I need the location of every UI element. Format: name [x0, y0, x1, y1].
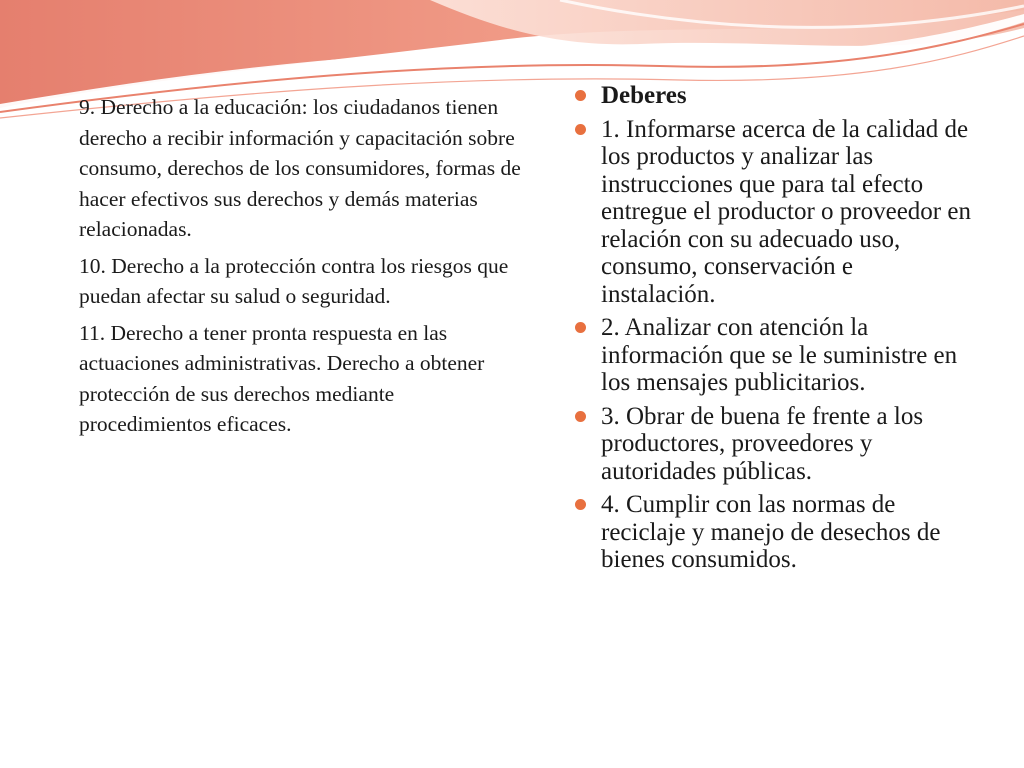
- right-column: [573, 82, 973, 580]
- duty-item-1: [573, 116, 973, 309]
- duty-item-text: 2. Analizar con atención la información que se le suministre en los mensajes publicitarios.: [601, 314, 958, 396]
- duty-item-text: 1. Informarse acerca de la calidad de los productos y analizar las instrucciones que para tal efecto entregue el productor o proveedor en relación con su adecuado uso, consumo, conservación e instalación.: [601, 115, 971, 308]
- duty-item-2: [573, 314, 973, 397]
- duty-item-text: 3. Obrar de buena fe frente a los productores, proveedores y autoridades públicas.: [601, 402, 924, 485]
- bullet-icon: [575, 124, 586, 135]
- duties-list: [573, 82, 973, 574]
- left-column: [79, 92, 531, 446]
- duties-heading-item: [573, 82, 973, 110]
- right-paragraph-10: 10. Derecho a la protección contra los riesgos que puedan afectar su salud o seguridad.: [79, 253, 509, 308]
- right-paragraph-11: 11. Derecho a tener pronta respuesta en las actuaciones administrativas. Derecho a obtener protección de sus derechos mediante procedimientos eficaces.: [79, 320, 485, 436]
- bullet-icon: [575, 411, 586, 422]
- bullet-icon: [575, 499, 586, 510]
- duty-item-text: 4. Cumplir con las normas de reciclaje y manejo de desechos de bienes consumidos.: [601, 491, 941, 573]
- duty-item-4: [573, 491, 973, 574]
- bullet-icon: [575, 90, 586, 101]
- duty-item-3: [573, 403, 973, 486]
- right-paragraph-9: 9. Derecho a la educación: los ciudadanos tienen derecho a recibir información y capacitación sobre consumo, derechos de los consumidores, formas de hacer efectivos sus derechos y demás materias relacionadas.: [79, 95, 521, 241]
- bullet-icon: [575, 322, 586, 333]
- duties-heading: Deberes: [601, 82, 687, 109]
